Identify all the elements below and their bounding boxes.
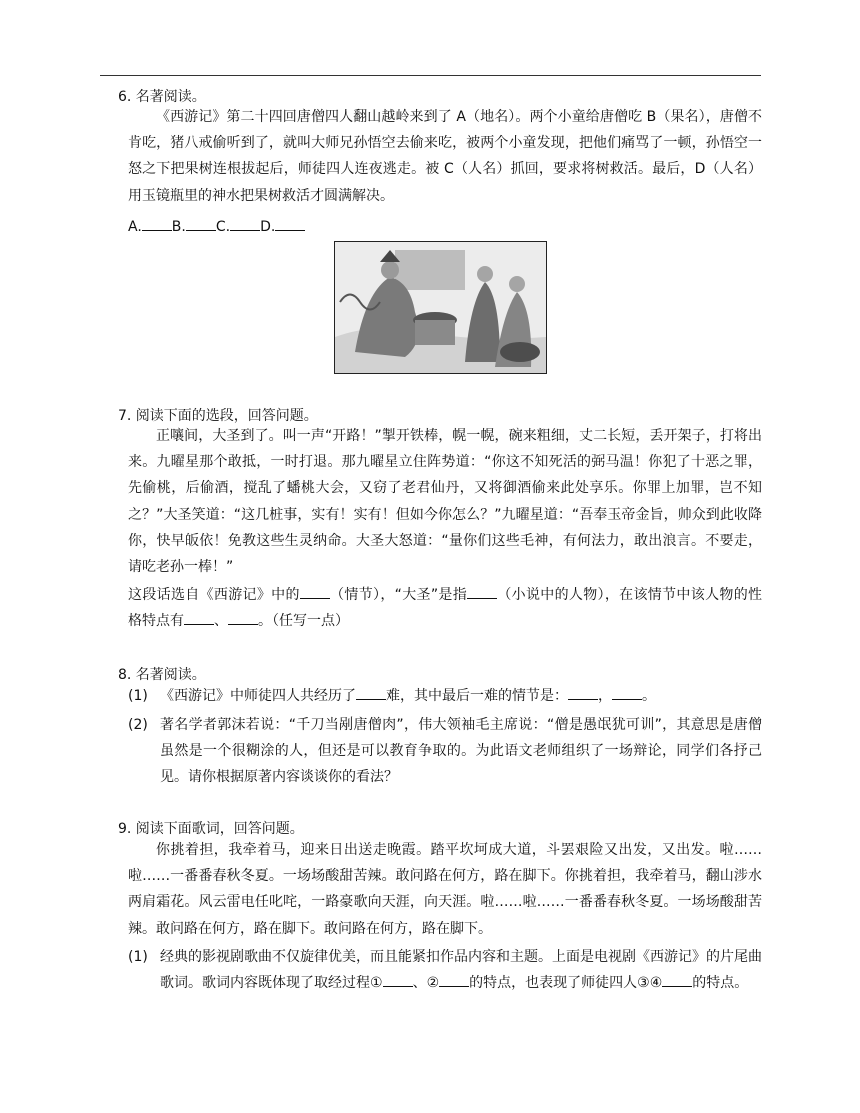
q7-text-4: 、 — [214, 613, 228, 630]
item-number: (1) — [128, 949, 148, 965]
question-9-title: 9. 阅读下面歌词，回答问题。 — [118, 821, 304, 837]
circle-3: ③ — [637, 975, 650, 992]
q7-blank-trait-2[interactable] — [228, 612, 258, 625]
q9-1-blank-1[interactable] — [383, 974, 413, 987]
q7-text-5: 。（任写一点） — [258, 613, 349, 630]
question-7-passage: 正嚷间，大圣到了。叫一声“开路！”掣开铁棒，幌一幌，碗来粗细，丈二长短，丢开架子，打将出来。九曜星那个敢抵，一时打退。那九曜星立住阵势道：“你这不知死活的弼马温！你犯了十恶之罪，先偷桃，后偷酒，搅乱了蟠桃大会，又窃了老君仙丹，又将御酒偷来此处享乐。你罪上加罪，岂不知之？”大圣笑道：“这几桩事，实有！实有！但如今你怎么？”九曜星道：“吾奉玉帝金旨，帅众到此收降你，快早皈依！免教这些生灵纳命。大圣大怒道：“量你们这些毛神，有何法力，敢出浪言。不要走，请吃老孙一棒！” — [128, 428, 762, 576]
q8-1-blank-count[interactable] — [356, 687, 386, 700]
q8-1-text-2: 难，其中最后一难的情节是： — [386, 688, 568, 704]
question-9-item-1 — [128, 944, 762, 996]
q9-1-text-2: 、 — [412, 975, 427, 992]
answer-blank-a[interactable] — [142, 218, 172, 231]
q8-1-blank-episode-1[interactable] — [568, 687, 598, 700]
answer-blank-b[interactable] — [186, 218, 216, 231]
q8-1-blank-episode-2[interactable] — [612, 687, 642, 700]
q7-blank-trait-1[interactable] — [184, 612, 214, 625]
question-7-question — [128, 582, 762, 634]
question-7-title: 7. 阅读下面的选段，回答问题。 — [118, 408, 318, 424]
q7-blank-character[interactable] — [467, 586, 497, 599]
q7-blank-episode[interactable] — [300, 586, 330, 599]
circle-2: ② — [426, 975, 440, 992]
q9-1-blank-2[interactable] — [439, 974, 469, 987]
answer-label-a: A. — [128, 219, 142, 235]
header-rule — [100, 75, 761, 76]
q9-1-text-3: 的特点，也表现了师徒四人 — [469, 975, 638, 992]
question-8-title: 8. 名著阅读。 — [118, 667, 206, 683]
illustration-image — [334, 241, 547, 374]
q9-1-blank-4[interactable] — [662, 974, 692, 987]
question-6-title: 6. 名著阅读。 — [118, 89, 206, 105]
circle-4: ④ — [649, 975, 663, 992]
q8-1-text-4: 。 — [642, 688, 656, 704]
question-9-lyrics: 你挑着担，我牵着马，迎来日出送走晚霞。踏平坎坷成大道，斗罢艰险又出发，又出发。啦……啦……一番番春秋冬夏。一场场酸甜苦辣。敢问路在何方，路在脚下。你挑着担，我牵着马，翻山涉水两肩霜花。风云雷电任叱咤，一路豪歌向天涯，向天涯。啦……啦……一番番春秋冬夏。一场场酸甜苦辣。敢问路在何方，路在脚下。敢问路在何方，路在脚下。 — [128, 842, 762, 937]
q8-2-text: 著名学者郭沫若说：“千刀当剐唐僧肉”，伟大领袖毛主席说：“僧是愚氓犹可训”，其意思是唐僧虽然是一个很糊涂的人，但还是可以教育争取的。为此语文老师组织了一场辩论，同学们各抒己见。请你根据原著内容谈谈你的看法？ — [160, 717, 762, 786]
circle-1: ① — [370, 975, 383, 992]
item-number: (1) — [128, 688, 148, 704]
q7-text-2: （情节），“大圣”是指 — [329, 587, 468, 603]
q9-1-text-4: 的特点。 — [692, 975, 749, 992]
question-8-item-1 — [128, 683, 762, 709]
answer-label-d: D. — [260, 219, 276, 235]
item-number: (2) — [128, 717, 148, 733]
q9-1-text-1: 经典的影视剧歌曲不仅旋律优美，而且能紧扣作品内容和主题。上面是电视剧《西游记》的片尾曲歌词。歌词内容既体现了取经过程 — [160, 949, 762, 992]
answer-blank-d[interactable] — [275, 218, 305, 231]
q8-1-text-1: 《西游记》中师徒四人共经历了 — [160, 688, 356, 704]
q8-1-text-3: ， — [598, 688, 612, 704]
q7-text-1: 这段话选自《西游记》中的 — [128, 587, 300, 603]
answer-label-b: B. — [171, 219, 186, 235]
question-6-passage: 《西游记》第二十四回唐僧四人翻山越岭来到了 A（地名）。两个小童给唐僧吃 B（果名），唐僧不肯吃，猪八戒偷听到了，就叫大师兄孙悟空去偷来吃，被两个小童发现，把他们痛骂了一顿，孙悟空一怒之下把果树连根拔起后，师徒四人连夜逃走。被 C（人名）抓回，要求将树救活。最后，D（人名）用玉镜瓶里的神水把果树救活才圆满解决。 — [128, 109, 762, 204]
answer-label-c: C. — [215, 219, 231, 235]
question-6-answer-line — [128, 218, 305, 235]
q7-text-3: （小说中的人物），在该情节中该人物的性格特点有 — [128, 587, 763, 630]
answer-blank-c[interactable] — [230, 218, 260, 231]
question-8-item-2 — [128, 712, 762, 791]
